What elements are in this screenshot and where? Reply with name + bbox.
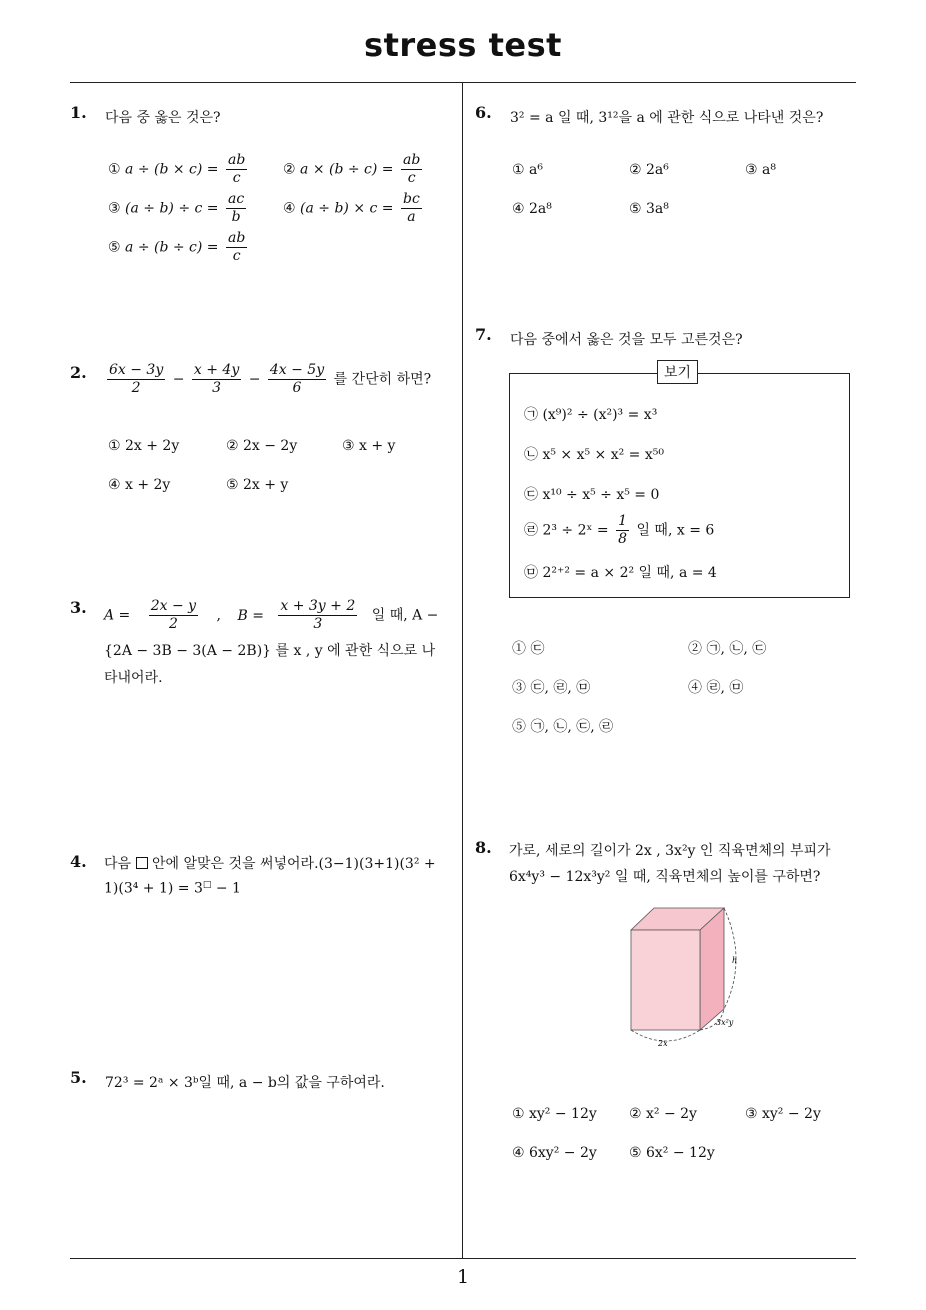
question-number: 5. xyxy=(70,1068,87,1087)
numerator: 6x − 3y xyxy=(109,362,164,378)
fraction xyxy=(226,152,247,187)
numerator: ab xyxy=(402,152,421,168)
question-text: 다음 xyxy=(104,856,132,872)
option-mark: ② xyxy=(283,161,296,178)
fraction xyxy=(149,598,198,633)
option-expression: (a ÷ b) × c = xyxy=(300,200,394,217)
cuboid-figure xyxy=(620,902,760,1052)
question-number: 7. xyxy=(475,325,492,344)
fraction xyxy=(268,362,326,397)
q7-option-5[interactable]: ⑤ ㉠, ㉡, ㉢, ㉣ xyxy=(512,719,614,735)
fraction xyxy=(226,191,246,226)
question-number: 2. xyxy=(70,363,87,382)
question-text: 다음 중 옳은 것은? xyxy=(105,110,221,126)
option-mark: ⑤ xyxy=(108,239,121,256)
question-text: 를 간단히 하면? xyxy=(333,371,432,388)
denominator: 2 xyxy=(131,380,141,396)
fraction xyxy=(278,598,357,633)
operator: − xyxy=(172,371,185,388)
q6-option-4[interactable]: ④ 2a⁸ xyxy=(512,201,552,217)
numerator: ab xyxy=(227,152,246,168)
question-text: 안에 알맞은 것을 써넣어라.(3−1)(3+1)(3² + xyxy=(151,856,436,872)
blank-exponent: □ xyxy=(202,880,212,890)
q2-option-2[interactable]: ② 2x − 2y xyxy=(226,438,298,454)
denominator: a xyxy=(407,209,416,225)
q1-option-5[interactable] xyxy=(108,230,250,265)
fraction xyxy=(107,362,165,397)
variable-b: B = xyxy=(237,607,264,624)
numerator: ab xyxy=(227,230,246,246)
option-expression: a ÷ (b ÷ c) = xyxy=(125,239,219,256)
example-item-3: ㉢ x¹⁰ ÷ x⁵ ÷ x⁵ = 0 xyxy=(524,487,660,503)
q8-line-1: 가로, 세로의 길이가 2x , 3x²y 인 직육면체의 부피가 xyxy=(509,843,831,859)
numerator: ac xyxy=(227,191,245,207)
expression: ㉣ 2³ ÷ 2ˣ = xyxy=(524,522,609,539)
cuboid-front-face xyxy=(631,930,700,1030)
question-number: 6. xyxy=(475,103,492,122)
q1-option-2[interactable] xyxy=(283,152,425,187)
q1-option-3[interactable] xyxy=(108,191,249,226)
question-text: 3² = a 일 때, 3¹²을 a 에 관한 식으로 나타낸 것은? xyxy=(510,110,824,126)
q2-option-1[interactable]: ① 2x + 2y xyxy=(108,438,180,454)
numerator: x + 3y + 2 xyxy=(280,598,356,614)
denominator: c xyxy=(232,248,241,264)
example-item-4 xyxy=(524,513,714,548)
q6-option-1[interactable]: ① a⁶ xyxy=(512,162,543,178)
option-expression: a × (b ÷ c) = xyxy=(300,161,394,178)
fraction xyxy=(616,513,629,548)
example-item-5: ㉤ 2²⁺² = a × 2² 일 때, a = 4 xyxy=(524,565,717,581)
numerator: 2x − y xyxy=(150,598,197,614)
q8-option-5[interactable]: ⑤ 6x² − 12y xyxy=(629,1145,715,1161)
numerator: 4x − 5y xyxy=(269,362,325,378)
q7-option-2[interactable]: ② ㉠, ㉡, ㉢ xyxy=(688,641,767,657)
option-mark: ① xyxy=(108,161,121,178)
denominator: 8 xyxy=(618,531,627,547)
variable-a: A = xyxy=(104,607,131,624)
option-mark: ④ xyxy=(283,200,296,217)
cuboid-side-face xyxy=(700,908,724,1030)
denominator: 2 xyxy=(168,616,178,632)
numerator: 1 xyxy=(618,513,627,529)
q1-option-4[interactable] xyxy=(283,191,425,226)
page-title: stress test xyxy=(364,26,562,64)
question-number: 1. xyxy=(70,103,87,122)
denominator: 6 xyxy=(292,380,302,396)
q7-option-1[interactable]: ① ㉢ xyxy=(512,641,545,657)
q3-line-2: {2A − 3B − 3(A − 2B)} 를 x , y 에 관한 식으로 나 xyxy=(104,643,436,659)
separator: , xyxy=(216,607,221,624)
denominator: c xyxy=(407,170,416,186)
q7-option-3[interactable]: ③ ㉢, ㉣, ㉤ xyxy=(512,680,591,696)
operator: − xyxy=(248,371,261,388)
denominator: 3 xyxy=(313,616,323,632)
option-expression: a ÷ (b × c) = xyxy=(125,161,219,178)
page-number: 1 xyxy=(456,1266,470,1288)
fraction xyxy=(401,191,422,226)
q6-option-2[interactable]: ② 2a⁶ xyxy=(629,162,669,178)
bottom-rule xyxy=(70,1258,856,1259)
question-text: 일 때, A − xyxy=(371,607,439,624)
numerator: x + 4y xyxy=(193,362,240,378)
q2-option-4[interactable]: ④ x + 2y xyxy=(108,477,171,493)
question-6 xyxy=(475,103,860,133)
question-number: 4. xyxy=(70,852,87,871)
option-mark: ③ xyxy=(108,200,121,217)
q3-line-3: 타내어라. xyxy=(104,670,163,686)
column-divider xyxy=(462,83,463,1258)
expression: 1)(3⁴ + 1) = 3 xyxy=(104,880,203,897)
question-5 xyxy=(70,1068,455,1098)
height-label: h xyxy=(732,956,738,965)
q8-option-1[interactable]: ① xy² − 12y xyxy=(512,1106,597,1122)
q6-option-5[interactable]: ⑤ 3a⁸ xyxy=(629,201,669,217)
q7-option-4[interactable]: ④ ㉣, ㉤ xyxy=(688,680,744,696)
fraction xyxy=(226,230,247,265)
numerator: bc xyxy=(402,191,420,207)
top-rule xyxy=(70,82,856,83)
q2-option-5[interactable]: ⑤ 2x + y xyxy=(226,477,289,493)
q2-expression xyxy=(104,362,431,397)
example-item-2: ㉡ x⁵ × x⁵ × x² = x⁵⁰ xyxy=(524,447,664,463)
q4-line-2 xyxy=(104,880,241,897)
question-7 xyxy=(475,325,860,355)
blank-box-icon xyxy=(136,857,148,869)
q6-option-3[interactable]: ③ a⁸ xyxy=(745,162,776,178)
question-number: 8. xyxy=(475,838,492,857)
fraction xyxy=(401,152,422,187)
q8-option-2[interactable]: ② x² − 2y xyxy=(629,1106,697,1122)
q2-option-3[interactable]: ③ x + y xyxy=(342,438,396,454)
q4-line-1 xyxy=(104,853,436,873)
question-text: 72³ = 2ᵃ × 3ᵇ일 때, a − b의 값을 구하여라. xyxy=(105,1075,385,1091)
denominator: b xyxy=(231,209,241,225)
q3-line-1 xyxy=(104,598,456,633)
example-box-label: 보기 xyxy=(657,360,698,384)
q8-option-4[interactable]: ④ 6xy² − 2y xyxy=(512,1145,597,1161)
expression: − 1 xyxy=(211,880,241,897)
example-item-1: ㉠ (x⁹)² ÷ (x²)³ = x³ xyxy=(524,407,658,423)
option-expression: (a ÷ b) ÷ c = xyxy=(125,200,219,217)
depth-label: 3x²y xyxy=(716,1018,734,1027)
q1-option-1[interactable] xyxy=(108,152,250,187)
denominator: c xyxy=(232,170,241,186)
fraction xyxy=(192,362,241,397)
question-text: 다음 중에서 옳은 것을 모두 고른것은? xyxy=(510,332,743,348)
question-number: 3. xyxy=(70,598,87,617)
q8-option-3[interactable]: ③ xy² − 2y xyxy=(745,1106,821,1122)
expression: 일 때, x = 6 xyxy=(636,522,715,539)
denominator: 3 xyxy=(212,380,222,396)
q8-line-2: 6x⁴y³ − 12x³y² 일 때, 직육면체의 높이를 구하면? xyxy=(509,869,821,885)
width-label: 2x xyxy=(658,1039,668,1048)
